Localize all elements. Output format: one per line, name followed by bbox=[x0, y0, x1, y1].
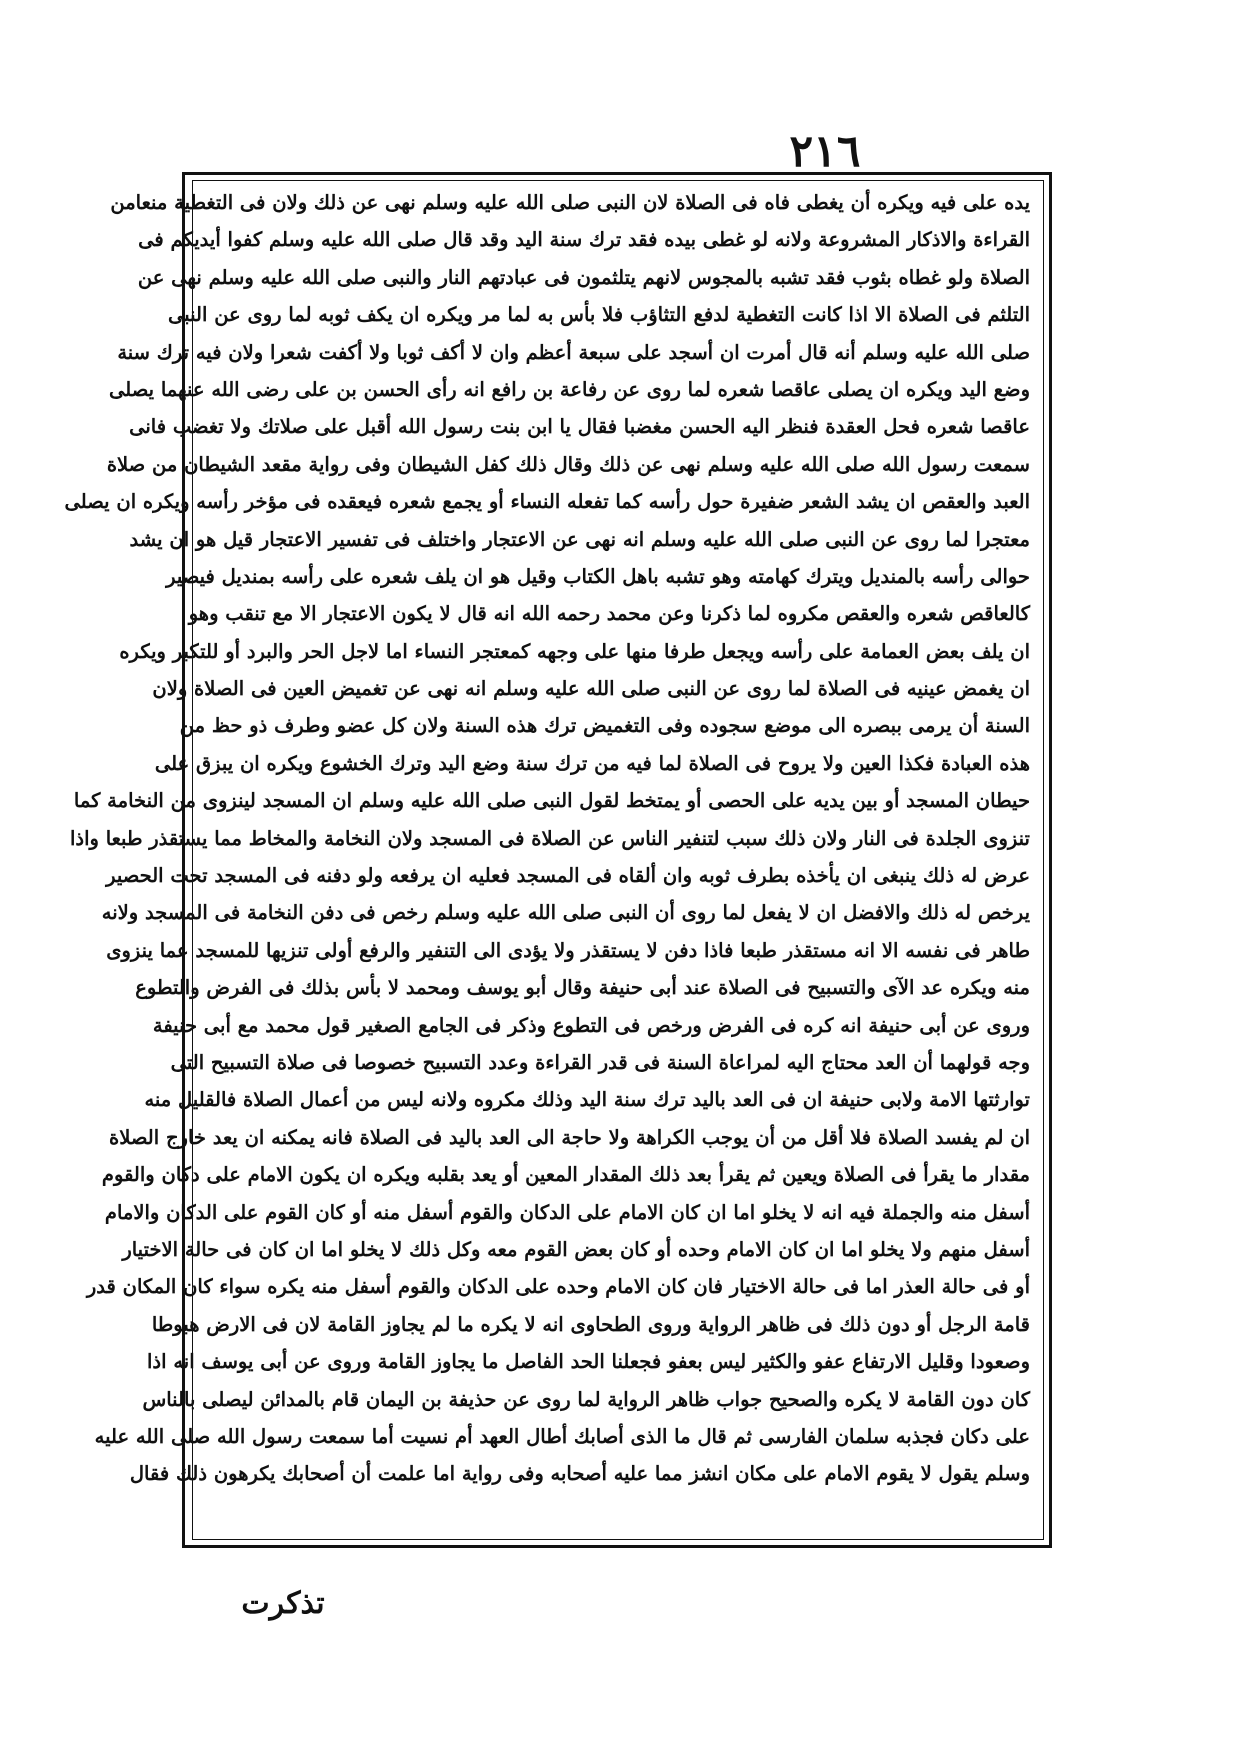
text-line: وصعودا وقليل الارتفاع عفو والكثير ليس بعفو فجعلنا الحد الفاصل ما يجاوز القامة وروى عن أبى يوسف انه اذا bbox=[147, 1350, 1030, 1374]
text-line: ان لم يفسد الصلاة فلا أقل من أن يوجب الكراهة ولا حاجة الى العد باليد فى الصلاة فانه يمكنه ان يعد خارج الصلاة bbox=[109, 1125, 1030, 1149]
text-body bbox=[64, 184, 1030, 1530]
text-line: معتجرا لما روى عن النبى صلى الله عليه وسلم انه نهى عن الاعتجار واختلف فى تفسير الاعتجار قيل هو ان يشد bbox=[129, 527, 1030, 551]
text-line: وروى عن أبى حنيفة انه كره فى الفرض ورخص فى التطوع وذكر فى الجامع الصغير قول محمد مع أبى حنيفة bbox=[152, 1013, 1030, 1037]
text-line: حوالى رأسه بالمنديل ويترك كهامته وهو تشبه باهل الكتاب وقيل هو ان يلف شعره على رأسه بمنديل فيصير bbox=[166, 564, 1030, 588]
text-line: ان يلف بعض العمامة على رأسه ويجعل طرفا منها على وجهه كمعتجر النساء اما لاجل الحر والبرد أو للتكبر ويكره bbox=[119, 639, 1030, 663]
text-line: عرض له ذلك ينبغى ان يأخذه بطرف ثوبه وان ألقاه فى المسجد فعليه ان يرفعه ولو دفنه فى المسجد تحت الحصير bbox=[106, 864, 1030, 888]
text-line: توارثتها الامة ولابى حنيفة ان فى العد باليد ترك سنة اليد وذلك مكروه ولانه ليس من أعمال الصلاة فالقليل منه bbox=[144, 1088, 1030, 1112]
text-line: حيطان المسجد أو بين يديه على الحصى أو يمتخط لقول النبى صلى الله عليه وسلم ان المسجد لينزوى من النخامة كما bbox=[73, 789, 1030, 813]
text-line: وضع اليد ويكره ان يصلى عاقصا شعره لما روى عن رفاعة بن رافع انه رأى الحسن بن على رضى الله عنهما يصلى bbox=[108, 377, 1030, 401]
text-line: السنة أن يرمى ببصره الى موضع سجوده وفى التغميض ترك هذه السنة ولان كل عضو وطرف ذو حظ من bbox=[179, 714, 1030, 738]
text-line: الصلاة ولو غطاه بثوب فقد تشبه بالمجوس لانهم يتلثمون فى عبادتهم النار والنبى صلى الله عليه وسلم نهى عن bbox=[137, 265, 1030, 289]
text-line bbox=[204, 1493, 1030, 1530]
text-line: القراءة والاذكار المشروعة ولانه لو غطى بيده فقد ترك سنة اليد وقد قال صلى الله عليه وسلم كفوا أيديكم فى bbox=[138, 228, 1030, 252]
text-line: أسفل منه والجملة فيه انه لا يخلو اما ان كان الامام على الدكان والقوم أسفل منه أو كان القوم على الدكان والامام bbox=[104, 1200, 1030, 1224]
catchword: تذكرت bbox=[241, 1586, 325, 1621]
text-line: وسلم يقول لا يقوم الامام على مكان انشز مما عليه أصحابه وفى رواية اما علمت أن أصحابك يكرهون ذلك فقال bbox=[129, 1462, 1030, 1486]
text-line: تنزوى الجلدة فى النار ولان ذلك سبب لتنفير الناس عن الصلاة فى المسجد ولان النخامة والمخاط مما يستقذر طبعا واذا bbox=[69, 826, 1030, 850]
text-line: يرخص له ذلك والافضل ان لا يفعل لما روى أن النبى صلى الله عليه وسلم رخص فى دفن النخامة فى المسجد ولانه bbox=[101, 901, 1030, 925]
text-line: أو فى حالة العذر اما فى حالة الاختيار فان كان الامام وحده على الدكان والقوم أسفل منه يكره سواء كان المكان قدر bbox=[86, 1275, 1030, 1299]
text-line: ان يغمض عينيه فى الصلاة لما روى عن النبى صلى الله عليه وسلم انه نهى عن تغميض العين فى الصلاة ولان bbox=[152, 677, 1030, 701]
text-line: كان دون القامة لا يكره والصحيح جواب ظاهر الرواية لما روى عن حذيفة بن اليمان قام بالمدائن ليصلى بالناس bbox=[142, 1387, 1030, 1411]
text-line: مقدار ما يقرأ فى الصلاة ويعين ثم يقرأ بعد ذلك المقدار المعين أو يعد بقلبه ويكره ان يكون الامام على دكان والقوم bbox=[101, 1163, 1030, 1187]
page-number: ٢١٦ bbox=[789, 126, 861, 177]
text-line: سمعت رسول الله صلى الله عليه وسلم نهى عن ذلك وقال ذلك كفل الشيطان وفى رواية مقعد الشيطان من صلاة bbox=[106, 452, 1030, 476]
text-line: منه ويكره عد الآى والتسبيح فى الصلاة عند أبى حنيفة وقال أبو يوسف ومحمد لا بأس بذلك فى الفرض والتطوع bbox=[135, 976, 1030, 1000]
text-line: صلى الله عليه وسلم أنه قال أمرت ان أسجد على سبعة أعظم وان لا أكف ثوبا ولا أكفت شعرا ولان فيه ترك سنة bbox=[117, 340, 1030, 364]
text-line: العبد والعقص ان يشد الشعر ضفيرة حول رأسه كما تفعله النساء أو يجمع شعره فيعقده فى مؤخر رأسه ويكره ان يصلى bbox=[64, 490, 1030, 514]
text-line: على دكان فجذبه سلمان الفارسى ثم قال ما الذى أصابك أطال العهد أم نسيت أما سمعت رسول الله صلى الله عليه bbox=[94, 1424, 1030, 1448]
text-line: التلثم فى الصلاة الا اذا كانت التغطية لدفع التثاؤب فلا بأس به لما مر ويكره ان يكف ثوبه لما روى عن النبى bbox=[168, 303, 1030, 327]
text-line: وجه قولهما أن العد محتاج اليه لمراعاة السنة فى قدر القراءة وعدد التسبيح خصوصا فى صلاة التسبيح التى bbox=[170, 1050, 1030, 1074]
text-line: قامة الرجل أو دون ذلك فى ظاهر الرواية وروى الطحاوى انه لا يكره ما لم يجاوز القامة لان فى الارض هبوطا bbox=[151, 1312, 1030, 1336]
text-line: هذه العبادة فكذا العين ولا يروح فى الصلاة لما فيه من ترك سنة وضع اليد وترك الخشوع ويكره ان يبزق على bbox=[154, 751, 1030, 775]
text-line: طاهر فى نفسه الا انه مستقذر طبعا فاذا دفن لا يستقذر ولا يؤدى الى التنفير والرفع أولى تنزيها للمسجد عما ينزوى bbox=[106, 938, 1030, 962]
text-line: أسفل منهم ولا يخلو اما ان كان الامام وحده أو كان بعض القوم معه وكل ذلك لا يخلو اما ان كان فى حالة الاختيار bbox=[122, 1237, 1030, 1261]
text-line: عاقصا شعره فحل العقدة فنظر اليه الحسن مغضبا فقال يا ابن بنت رسول الله أقبل على صلاتك ولا تغضب فانى bbox=[129, 415, 1030, 439]
text-line: كالعاقص شعره والعقص مكروه لما ذكرنا وعن محمد رحمه الله انه قال لا يكون الاعتجار الا مع تنقب وهو bbox=[188, 602, 1030, 626]
text-line: يده على فيه ويكره أن يغطى فاه فى الصلاة لان النبى صلى الله عليه وسلم نهى عن ذلك ولان فى التغطية منعامن bbox=[110, 191, 1030, 214]
